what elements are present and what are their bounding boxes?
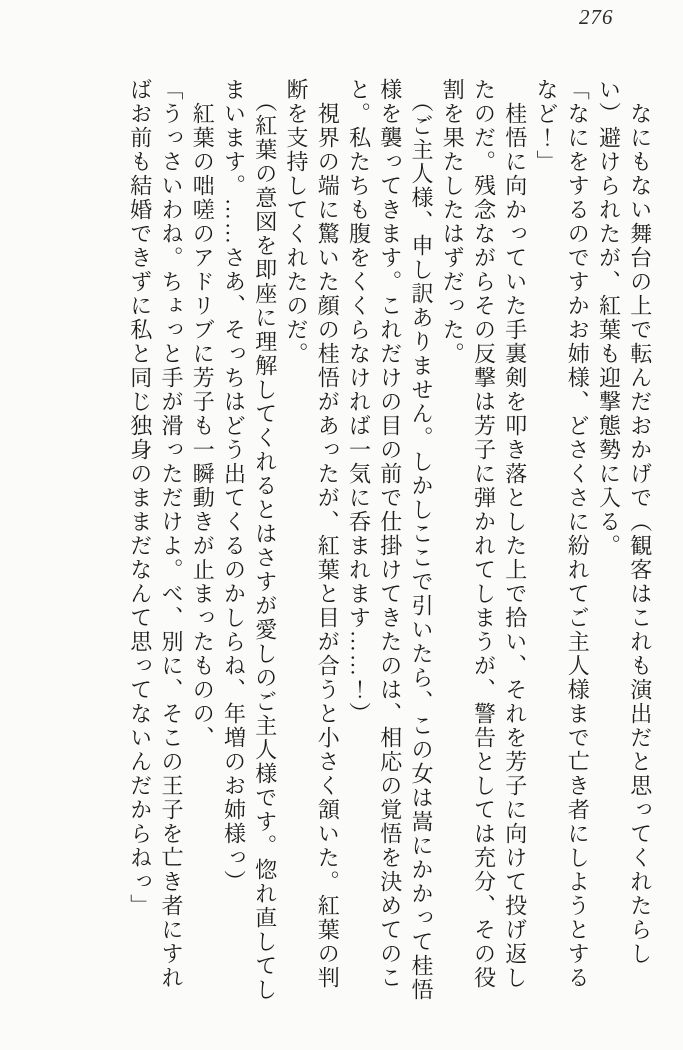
text-line: と。私たちも腹をくくらなければ一気に呑まれます……！） xyxy=(346,78,372,726)
vertical-text-block xyxy=(122,78,660,1018)
text-line: ばお前も結婚できずに私と同じ独身のままだなんて思ってないんだからねっ」 xyxy=(127,78,153,918)
text-line: たのだ。残念ながらその反撃は芳子に弾かれてしまうが、警告としては充分、その役 xyxy=(471,78,497,990)
text-line: （紅葉の意図を即座に理解してくれるとはさすが愛しのご主人様です。惚れ直してし xyxy=(252,90,278,1002)
page-number: 276 xyxy=(579,5,614,29)
text-line: まいます。……さあ、そっちはどう出てくるのかしらね、年増のお姉様っ） xyxy=(221,78,247,894)
text-line: 「なにをするのですかお姉様、どさくさに紛れてご主人様まで亡き者にしようとする xyxy=(565,78,591,990)
text-line: 「うっさいわね。ちょっと手が滑っただけよ。べ、別に、そこの王子を亡き者にすれ xyxy=(159,78,184,990)
text-line: い）避けられたが、紅葉も迎撃態勢に入る。 xyxy=(596,78,622,558)
text-line: 割を果たしたはずだった。 xyxy=(440,78,466,366)
text-line: 断を支持してくれたのだ。 xyxy=(284,78,309,366)
text-line: （ご主人様、申し訳ありません。しかしここで引いたら、この女は嵩にかかって桂悟 xyxy=(409,90,434,1002)
text-line: 様を襲ってきます。これだけの目の前で仕掛けてきたのは、相応の覚悟を決めてのこ xyxy=(377,78,403,990)
text-line: なにもない舞台の上で転んだおかげで（観客はこれも演出だと思ってくれたらし xyxy=(627,102,653,966)
text-line: 桂悟に向かっていた手裏剣を叩き落とした上で拾い、それを芳子に向けて投げ返し xyxy=(502,102,528,990)
text-line: など！」 xyxy=(534,78,559,174)
text-line: 視界の端に驚いた顔の桂悟があったが、紅葉と目が合うと小さく頷いた。紅葉の判 xyxy=(315,102,341,990)
text-line: 紅葉の咄嗟のアドリブに芳子も一瞬動きが止まったものの、 xyxy=(190,102,216,750)
